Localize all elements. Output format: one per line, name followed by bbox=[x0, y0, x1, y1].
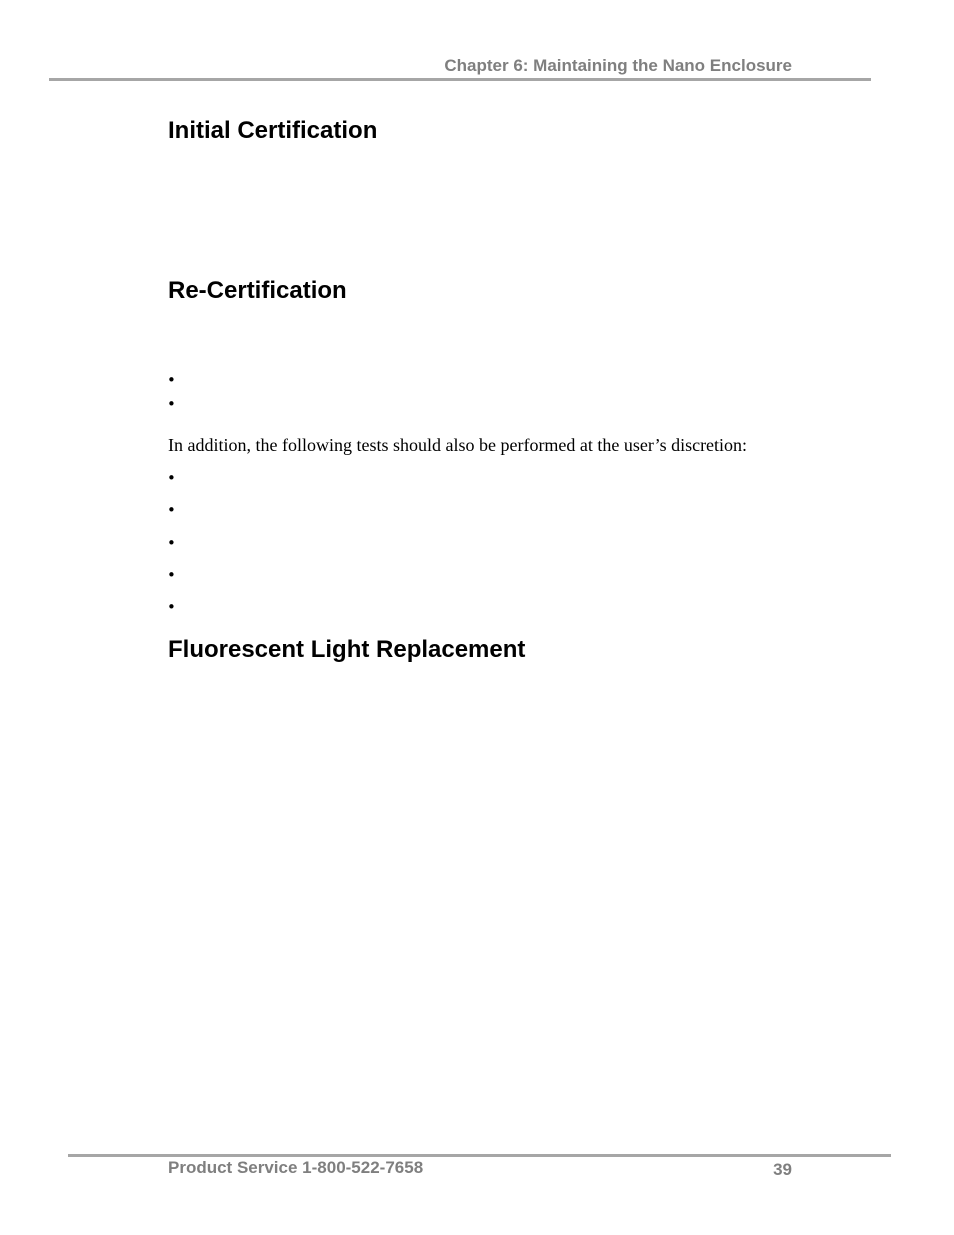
bullet-icon: • bbox=[167, 395, 176, 413]
heading-recertification: Re-Certification bbox=[168, 277, 347, 304]
product-service-phone: Product Service 1-800-522-7658 bbox=[168, 1158, 424, 1177]
additional-tests-intro: In addition, the following tests should also be performed at the user’s discretion: bbox=[168, 435, 748, 455]
bullet-icon: • bbox=[167, 566, 176, 584]
heading-initial-certification: Initial Certification bbox=[168, 117, 378, 144]
chapter-title: Chapter 6: Maintaining the Nano Enclosure bbox=[444, 56, 792, 75]
bullet-icon: • bbox=[167, 469, 176, 487]
bullet-icon: • bbox=[167, 371, 176, 389]
bullet-icon: • bbox=[167, 501, 176, 519]
heading-fluorescent-light-replacement: Fluorescent Light Replacement bbox=[168, 636, 526, 663]
header-rule bbox=[49, 78, 871, 81]
bullet-icon: • bbox=[167, 598, 176, 616]
footer-rule bbox=[68, 1154, 891, 1157]
page-number: 39 bbox=[773, 1160, 792, 1179]
bullet-icon: • bbox=[167, 534, 176, 552]
